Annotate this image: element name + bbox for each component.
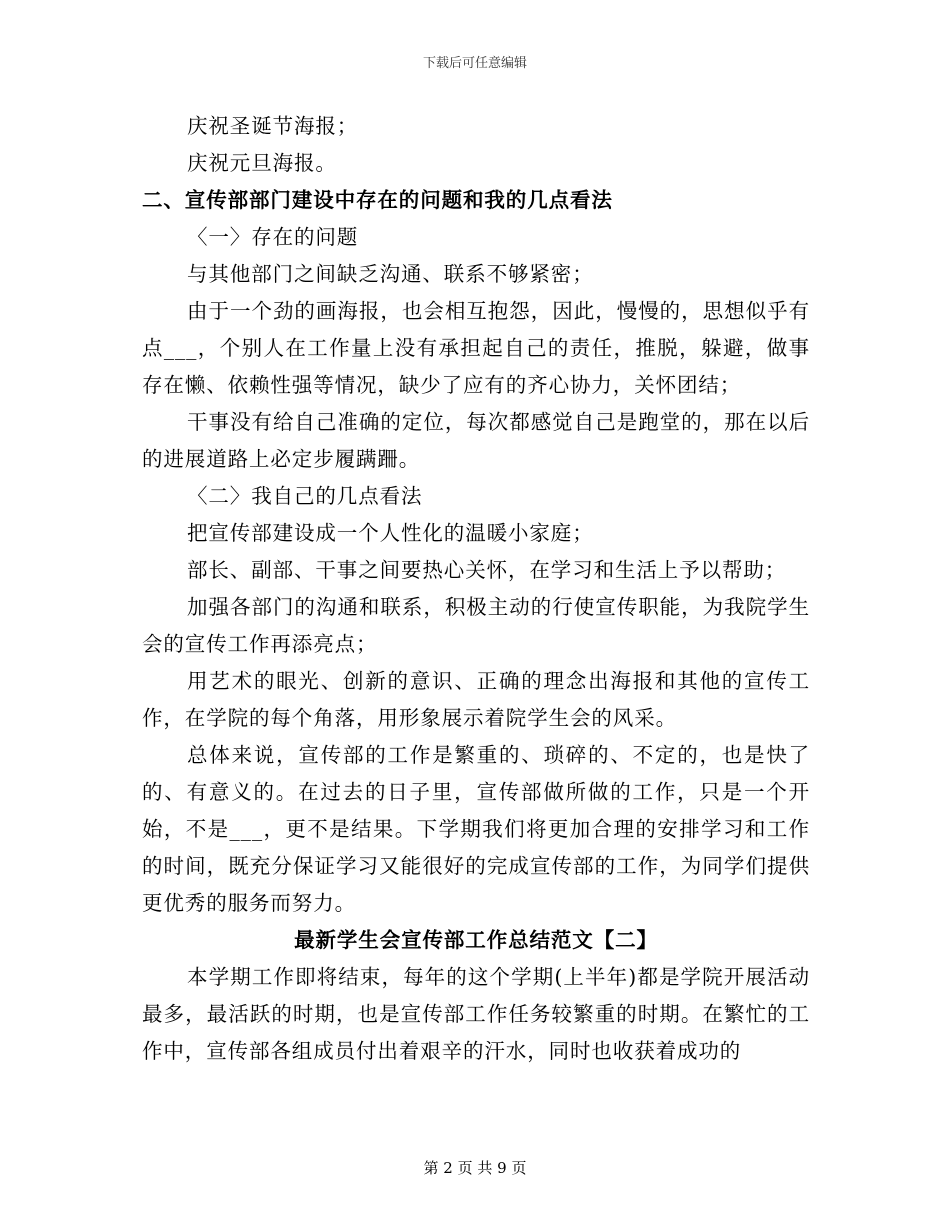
paragraph: 把宣传部建设成一个人性化的温暖小家庭； xyxy=(187,521,594,545)
paragraph: 部长、副部、干事之间要热心关怀，在学习和生活上予以帮助； xyxy=(187,558,787,582)
paragraph: 由于一个劲的画海报，也会相互抱怨，因此，慢慢的，思想似乎有点___，个别人在工作量上没有承担起自己的责任，推脱，躲避，做事存在懒、依赖性强等情况，缺少了应有的齐心协力，关怀团结； xyxy=(142,299,810,397)
section-heading: 二、宣传部部门建设中存在的问题和我的几点看法 xyxy=(142,188,613,212)
paragraph: 庆祝元旦海报。 xyxy=(187,151,337,175)
document-body xyxy=(142,108,810,1070)
paragraph: 用艺术的眼光、创新的意识、正确的理念出海报和其他的宣传工作，在学院的每个角落，用形象展示着院学生会的风采。 xyxy=(142,669,810,730)
paragraph: 本学期工作即将结束，每年的这个学期(上半年)都是学院开展活动最多，最活跃的时期，也是宣传部工作任务较繁重的时期。在繁忙的工作中，宣传部各组成员付出着艰辛的汗水，同时也收获着成功的 xyxy=(142,965,810,1063)
subsection-heading: 〈二〉我自己的几点看法 xyxy=(187,484,423,508)
paragraph: 加强各部门的沟通和联系，积极主动的行使宣传职能，为我院学生会的宣传工作再添亮点； xyxy=(142,595,810,656)
paragraph: 干事没有给自己准确的定位，每次都感觉自己是跑堂的，那在以后的进展道路上必定步履蹒跚。 xyxy=(142,410,810,471)
article-title: 最新学生会宣传部工作总结范文【二】 xyxy=(294,928,658,952)
paragraph: 总体来说，宣传部的工作是繁重的、琐碎的、不定的，也是快了的、有意义的。在过去的日子里，宣传部做所做的工作，只是一个开始，不是___，更不是结果。下学期我们将更加合理的安排学习和工作的时间，既充分保证学习又能很好的完成宣传部的工作，为同学们提供更优秀的服务而努力。 xyxy=(142,743,810,915)
subsection-heading: 〈一〉存在的问题 xyxy=(187,225,359,249)
page-number-footer: 第 2 页 共 9 页 xyxy=(423,1159,527,1177)
page-header-note: 下载后可任意编辑 xyxy=(422,56,527,71)
paragraph: 与其他部门之间缺乏沟通、联系不够紧密； xyxy=(187,262,594,286)
paragraph: 庆祝圣诞节海报； xyxy=(187,114,359,138)
